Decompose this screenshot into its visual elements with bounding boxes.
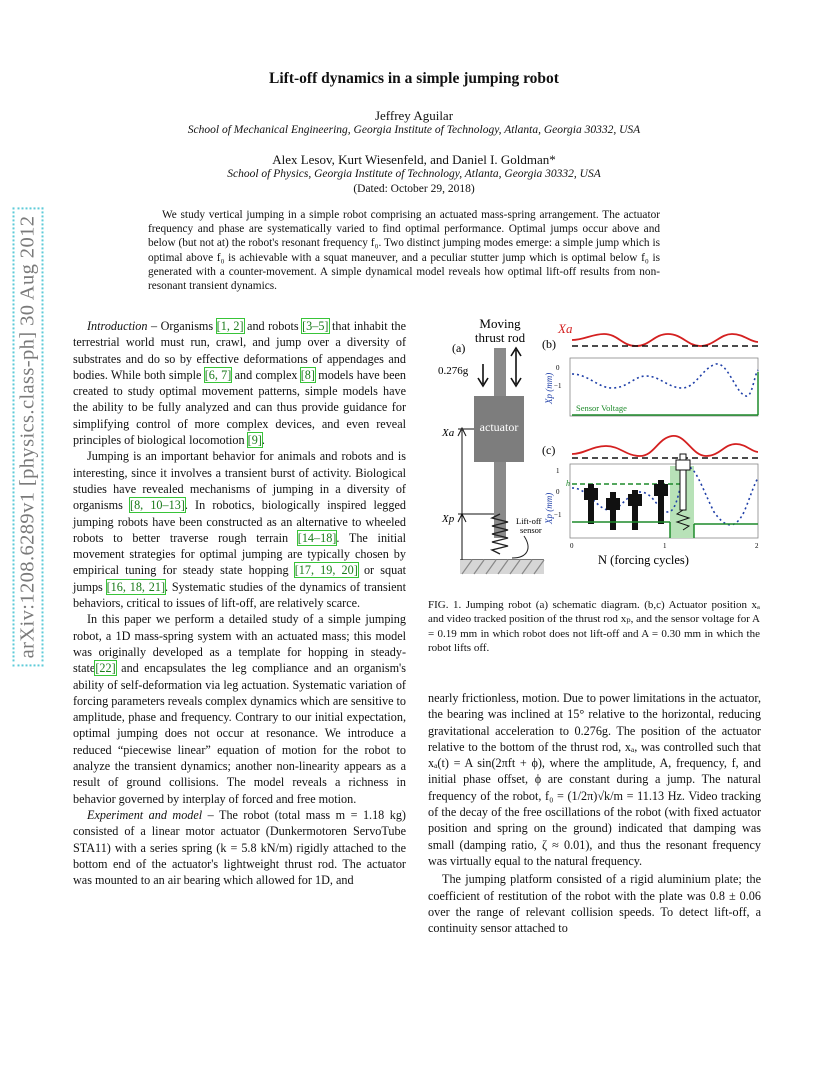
arxiv-id[interactable]: arXiv:1208.6289v1 [physics.class-ph] 30 Aug 2012 bbox=[13, 208, 44, 667]
dated-line: (Dated: October 29, 2018) bbox=[353, 183, 475, 195]
citation-link[interactable]: [3–5] bbox=[302, 319, 329, 333]
paper-paragraph: In this paper we perform a detailed study of a simple jumping robot, a 1D mass-spring system with an actuated mass; this model was originally developed as a template for hopping in steady-state[22] and encapsulates the leg compliance and an organism's ability of self-deformation via leg actuation. Systematic variation of forcing parameters reveals complex dynamics which are sensitive to amplitude, phase and frequency. Contrary to our initial expectation, optimal jumping does not occur at resonance. We introduce a reduced “piecewise linear” equation of motion for the robot to analyze the transient dynamics; another non-linearity appears as a result of ground collisions. The model reveals a richness in behavior governed by interplay of forced and free motion. bbox=[73, 612, 407, 806]
affiliation-1: School of Mechanical Engineering, Georgia Institute of Technology, Atlanta, Georgia 30332, USA bbox=[187, 124, 641, 136]
ground-hatch bbox=[460, 560, 544, 574]
label-b: (b) bbox=[542, 337, 556, 351]
sensor-wire bbox=[512, 536, 528, 558]
bearing-paragraph: nearly frictionless, motion. Due to power limitations in the actuator, the bearing was inclined at 15° relative to the horizontal, reducing gravitational acceleration to 0.276g. The position of the actuator relative to the bottom of the thrust rod, xₐ, was controlled such that xₐ(t) = A sin(2πft + ϕ), where the amplitude, A, frequency, f, and initial phase offset, ϕ are constant during a jump. The natural frequency of the robot, f₀ = (1/2π)√k/m = 11.13 Hz. Video tracking of the decay of the free oscillations of the robot (with fixed actuator position and spring on the ground) indicated that damping was small (damping ratio, ζ ≈ 0.01), and thus the resonant frequency was virtually equal to the natural frequency. bbox=[428, 691, 761, 868]
panel-xa-label: Xa bbox=[558, 321, 573, 336]
intro-paragraph: Introduction – Organisms [1, 2] and robots [3–5] that inhabit the terrestrial world must run, crawl, and jump over a diversity of substrates and do so by effective deformations of appendages and bodies. While both simple [6, 7] and complex [8] models have been created to study optimal movement patterns, simple models have the ability to be fully analyzed and can thus provide guidance for simplifying control of more complex devices, and even reveal principles of biological locomotion [9]. bbox=[73, 319, 407, 448]
xp-trace-b bbox=[572, 364, 758, 396]
experiment-heading: Experiment and model bbox=[87, 807, 203, 822]
experiment-paragraph: Experiment and model – The robot (total mass m = 1.18 kg) consisted of a linear motor actuator (Dunkermotoren ServoTube STA11) with a series spring (k = 5.8 kN/m) rigidly attached to the bottom end of the actuator's lightweight thrust rod. The actuator was mounted to an air bearing which allowed for 1D, and bbox=[73, 807, 406, 888]
citation-link[interactable]: [1, 2] bbox=[216, 319, 244, 333]
x-tick-1: 1 bbox=[663, 542, 667, 550]
sensor-label-1: Lift-off bbox=[516, 516, 542, 526]
citation-link[interactable]: [16, 18, 21] bbox=[106, 579, 166, 594]
citation-link[interactable]: [22] bbox=[95, 661, 116, 676]
x-axis-label: N (forcing cycles) bbox=[598, 553, 689, 567]
right-column bbox=[428, 690, 761, 936]
motion-arrow bbox=[511, 348, 521, 386]
citation-link[interactable]: [8] bbox=[300, 367, 315, 382]
abstract: We study vertical jumping in a simple robot comprising an actuated mass-spring arrangement. The actuator frequency and phase are systematically varied to find optimal performance. Optimal jumps occur above and below (but not at) the robot's resonant frequency f₀. Two distinct jumping modes emerge: a simple jump which is optimal above f₀ is achievable with a squat maneuver, and a peculiar stutter jump which is optimal below f₀ is generated with a counter-movement. A simple dynamical model reveals how optimal lift-off results from non-resonant transient dynamics. bbox=[148, 209, 660, 293]
xa-label: Xa bbox=[442, 427, 455, 439]
paper-title: Lift-off dynamics in a simple jumping robot bbox=[269, 70, 559, 87]
h-label: h bbox=[566, 479, 570, 488]
sensor-label-2: sensor bbox=[520, 525, 542, 535]
citation-link[interactable]: [17, 19, 20] bbox=[294, 563, 358, 578]
thrust-rod-label: thrust rod bbox=[474, 330, 526, 345]
tick-1-c: 1 bbox=[556, 467, 560, 475]
citation-link[interactable]: [9] bbox=[247, 433, 262, 448]
moving-label: Moving bbox=[479, 316, 521, 331]
jumping-paragraph: Jumping is an important behavior for animals and robots and is interesting, since it involves a transient burst of activity. Biological studies have revealed mechanisms of jumping in a diversity of organisms [8, 10–13]. In robotics, biologically inspired legged jumping robots have been constructed as an alternative to wheeled robots to better traverse rough terrain [14–18]. The initial movement strategies for optimal jumping are typically chosen by empirical tuning for steady state hopping [17, 19, 20] or squat jumps [16, 18, 21]. Systematic studies of the dynamics of transient behaviors, critical to issues of lift-off, are relatively scarce. bbox=[73, 449, 406, 611]
citation-link[interactable]: [6, 7] bbox=[204, 367, 232, 382]
xa-trace-c bbox=[572, 436, 758, 456]
xa-trace-b bbox=[572, 334, 758, 346]
actuator-label: actuator bbox=[479, 420, 519, 434]
author-1: Jeffrey Aguilar bbox=[374, 108, 454, 123]
author-2: Alex Lesov, Kurt Wiesenfeld, and Daniel I. Goldman* bbox=[272, 152, 556, 167]
x-tick-0: 0 bbox=[570, 542, 574, 550]
tick-0-c: 0 bbox=[556, 488, 560, 496]
arxiv-stamp[interactable] bbox=[10, 212, 46, 662]
platform-paragraph: The jumping platform consisted of a rigid aluminium plate; the coefficient of restitution of the robot with the plate was 0.8 ± 0.06 over the range of relevant collision speeds. To detect lift-off, a continuity sensor attached to bbox=[428, 872, 761, 936]
tick-m1-b: −1 bbox=[554, 382, 562, 390]
xp-label: Xp bbox=[442, 513, 455, 525]
label-a: (a) bbox=[452, 341, 466, 355]
figure-1 bbox=[432, 312, 762, 584]
label-c: (c) bbox=[542, 443, 556, 457]
citation-link[interactable]: [14–18] bbox=[297, 530, 337, 545]
tick-m1-c: −1 bbox=[554, 511, 562, 519]
sensor-voltage-label: Sensor Voltage bbox=[576, 403, 627, 413]
x-tick-2: 2 bbox=[755, 542, 759, 550]
figure-caption: FIG. 1. Jumping robot (a) schematic diagram. (b,c) Actuator position xₐ and video tracked position of the thrust rod xₚ, and the sensor voltage for A = 0.19 mm in which robot does not lift-off and A = 0.30 mm in which the robot lifts off. bbox=[428, 599, 760, 655]
affiliation-2: School of Physics, Georgia Institute of Technology, Atlanta, Georgia 30332, USA bbox=[227, 168, 601, 180]
citation-link[interactable]: [8, 10–13] bbox=[130, 498, 185, 513]
left-column bbox=[73, 318, 406, 888]
xp-axis-label-c: Xp (mm) bbox=[544, 492, 554, 524]
tick-0-b: 0 bbox=[556, 364, 560, 372]
xp-axis-label-b: Xp (mm) bbox=[544, 372, 554, 404]
gravity-arrow bbox=[478, 364, 488, 386]
intro-heading: Introduction bbox=[87, 319, 148, 333]
gravity-label: 0.276g bbox=[438, 365, 469, 377]
